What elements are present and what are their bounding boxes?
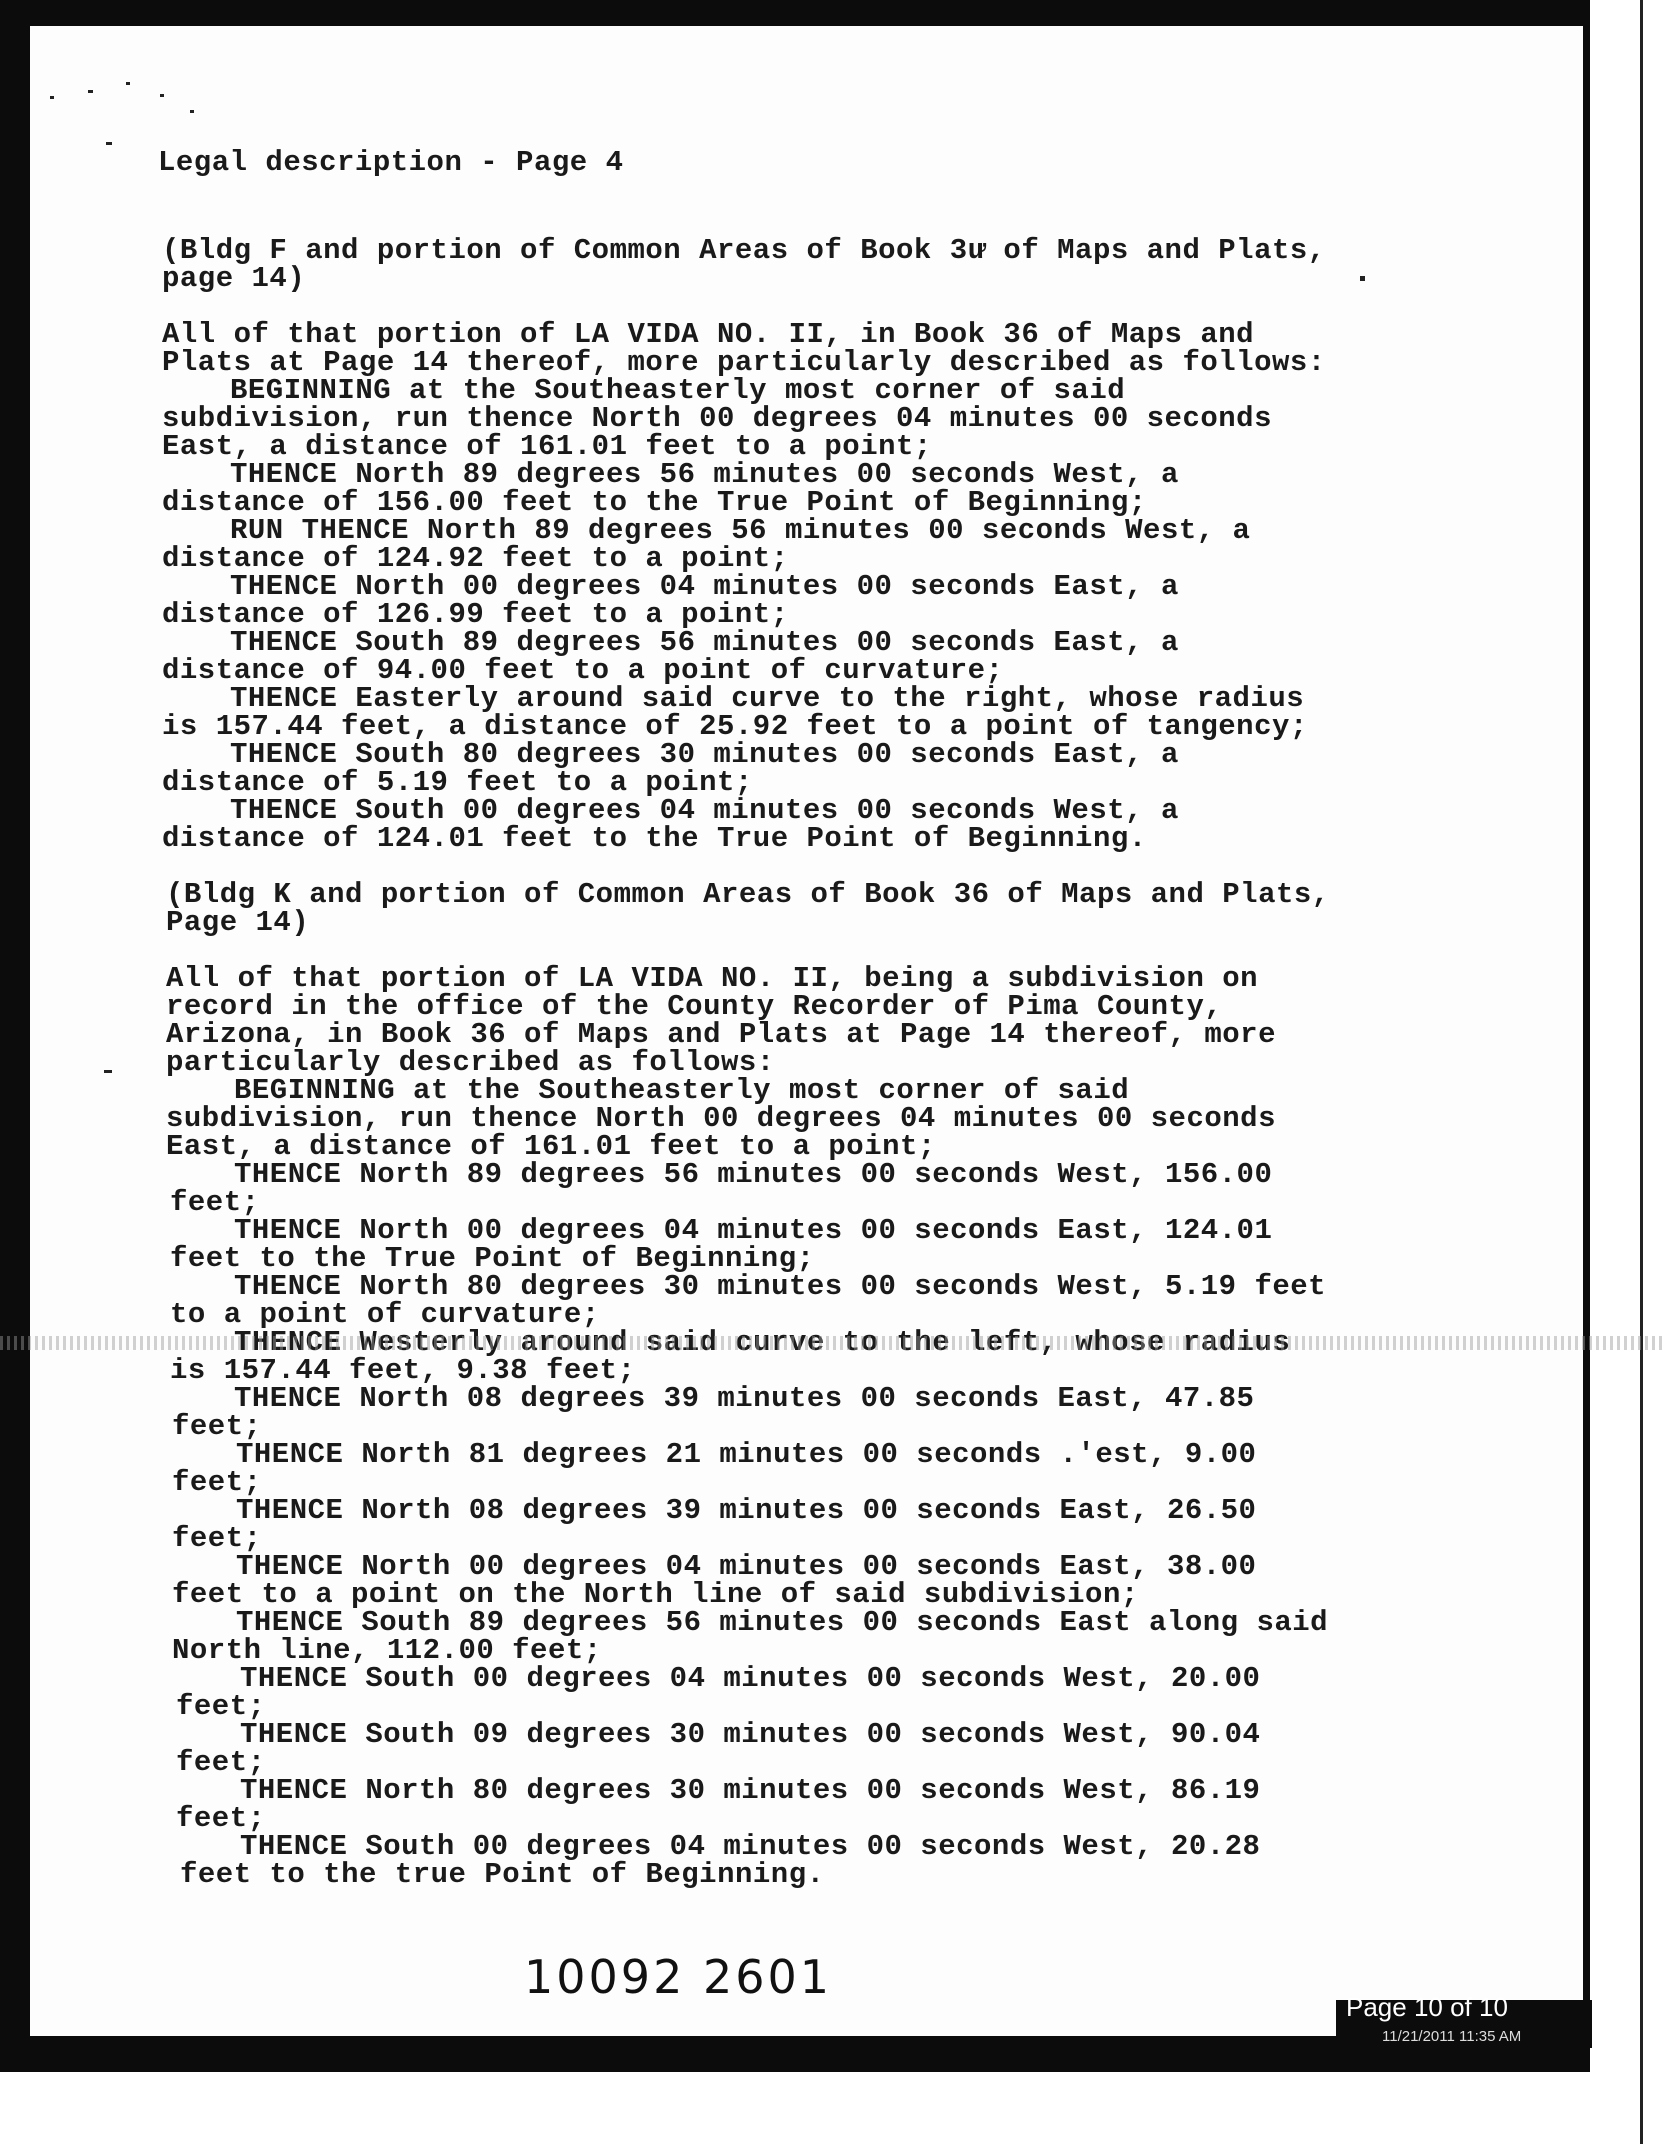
doc-line: THENCE North 89 degrees 56 minutes 00 seconds West, 156.00 bbox=[234, 1158, 1273, 1191]
doc-line: feet; bbox=[176, 1690, 266, 1723]
page-count: Page 10 of 10 bbox=[1346, 1992, 1508, 2022]
doc-line: feet to the True Point of Beginning; bbox=[170, 1242, 815, 1275]
doc-line: distance of 94.00 feet to a point of curvature; bbox=[162, 654, 1004, 687]
doc-line: THENCE South 00 degrees 04 minutes 00 seconds West, 20.28 bbox=[240, 1830, 1261, 1863]
doc-line: is 157.44 feet, 9.38 feet; bbox=[170, 1354, 636, 1387]
doc-line: East, a distance of 161.01 feet to a point; bbox=[166, 1130, 936, 1163]
doc-line: subdivision, run thence North 00 degrees 04 minutes 00 seconds bbox=[166, 1102, 1276, 1135]
doc-line: THENCE South 89 degrees 56 minutes 00 seconds East, a bbox=[230, 626, 1179, 659]
doc-line: THENCE South 80 degrees 30 minutes 00 seconds East, a bbox=[230, 738, 1179, 771]
doc-line: record in the office of the County Recorder of Pima County, bbox=[166, 990, 1223, 1023]
doc-line: THENCE North 89 degrees 56 minutes 00 seconds West, a bbox=[230, 458, 1179, 491]
doc-line: THENCE Easterly around said curve to the right, whose radius bbox=[230, 682, 1305, 715]
doc-line: All of that portion of LA VIDA NO. II, in Book 36 of Maps and bbox=[162, 318, 1255, 351]
doc-line: THENCE South 09 degrees 30 minutes 00 seconds West, 90.04 bbox=[240, 1718, 1261, 1751]
doc-line: (Bldg K and portion of Common Areas of Book 36 of Maps and Plats, bbox=[166, 878, 1330, 911]
doc-line: feet; bbox=[172, 1466, 262, 1499]
doc-line: feet to the true Point of Beginning. bbox=[180, 1858, 825, 1891]
doc-line: Plats at Page 14 thereof, more particularly described as follows: bbox=[162, 346, 1326, 379]
doc-line: THENCE North 08 degrees 39 minutes 00 seconds East, 47.85 bbox=[234, 1382, 1255, 1415]
doc-line: distance of 5.19 feet to a point; bbox=[162, 766, 753, 799]
doc-line: distance of 126.99 feet to a point; bbox=[162, 598, 789, 631]
doc-line: subdivision, run thence North 00 degrees 04 minutes 00 seconds bbox=[162, 402, 1272, 435]
doc-line: THENCE North 00 degrees 04 minutes 00 seconds East, 124.01 bbox=[234, 1214, 1273, 1247]
doc-line: particularly described as follows: bbox=[166, 1046, 775, 1079]
doc-line: feet; bbox=[172, 1410, 262, 1443]
footer-timestamp: 11/21/2011 11:35 AM bbox=[1382, 2028, 1522, 2045]
doc-line: THENCE South 00 degrees 04 minutes 00 seconds West, 20.00 bbox=[240, 1662, 1261, 1695]
doc-line: feet; bbox=[176, 1746, 266, 1779]
doc-line: THENCE Westerly around said curve to the left, whose radius bbox=[234, 1326, 1291, 1359]
doc-line: feet; bbox=[172, 1522, 262, 1555]
doc-line: RUN THENCE North 89 degrees 56 minutes 00 seconds West, a bbox=[230, 514, 1251, 547]
doc-line: feet; bbox=[170, 1186, 260, 1219]
scan-edge bbox=[1640, 0, 1643, 2144]
doc-line: THENCE North 81 degrees 21 minutes 00 seconds .'est, 9.00 bbox=[236, 1438, 1257, 1471]
doc-line: THENCE North 80 degrees 30 minutes 00 seconds West, 86.19 bbox=[240, 1774, 1261, 1807]
doc-line: THENCE North 00 degrees 04 minutes 00 seconds East, 38.00 bbox=[236, 1550, 1257, 1583]
doc-line: THENCE North 80 degrees 30 minutes 00 seconds West, 5.19 feet bbox=[234, 1270, 1327, 1303]
doc-line: THENCE South 89 degrees 56 minutes 00 seconds East along said bbox=[236, 1606, 1329, 1639]
scan-speck bbox=[126, 82, 130, 85]
doc-line: (Bldg F and portion of Common Areas of Book 3ư of Maps and Plats, bbox=[162, 234, 1326, 267]
doc-line: East, a distance of 161.01 feet to a point; bbox=[162, 430, 932, 463]
doc-line: to a point of curvature; bbox=[170, 1298, 600, 1331]
scan-speck bbox=[104, 1070, 112, 1073]
scan-artifact-line bbox=[0, 1336, 1664, 1350]
doc-line: THENCE South 00 degrees 04 minutes 00 seconds West, a bbox=[230, 794, 1179, 827]
doc-line: distance of 124.92 feet to a point; bbox=[162, 542, 789, 575]
doc-line: distance of 156.00 feet to the True Point of Beginning; bbox=[162, 486, 1147, 519]
doc-line: BEGINNING at the Southeasterly most corner of said bbox=[230, 374, 1126, 407]
doc-line: feet; bbox=[176, 1802, 266, 1835]
doc-line: is 157.44 feet, a distance of 25.92 feet to a point of tangency; bbox=[162, 710, 1308, 743]
doc-line: THENCE North 00 degrees 04 minutes 00 seconds East, a bbox=[230, 570, 1179, 603]
scan-speck bbox=[1360, 276, 1365, 281]
doc-line: Page 14) bbox=[166, 906, 310, 939]
scan-speck bbox=[160, 94, 164, 97]
doc-line: Arizona, in Book 36 of Maps and Plats at Page 14 thereof, more bbox=[166, 1018, 1276, 1051]
scan-speck bbox=[50, 96, 54, 99]
doc-line: THENCE North 08 degrees 39 minutes 00 seconds East, 26.50 bbox=[236, 1494, 1257, 1527]
recording-number: 10092 2601 bbox=[524, 1950, 833, 2004]
doc-line: page 14) bbox=[162, 262, 306, 295]
document-page bbox=[30, 26, 1583, 2036]
scan-speck bbox=[190, 110, 194, 113]
doc-line: distance of 124.01 feet to the True Point of Beginning. bbox=[162, 822, 1147, 855]
scan-speck bbox=[88, 90, 93, 93]
scan-speck bbox=[106, 142, 112, 145]
doc-line: BEGINNING at the Southeasterly most corner of said bbox=[234, 1074, 1130, 1107]
doc-line: North line, 112.00 feet; bbox=[172, 1634, 602, 1667]
doc-line: All of that portion of LA VIDA NO. II, being a subdivision on bbox=[166, 962, 1259, 995]
page-title: Legal description - Page 4 bbox=[158, 146, 624, 179]
doc-line: feet to a point on the North line of said subdivision; bbox=[172, 1578, 1139, 1611]
